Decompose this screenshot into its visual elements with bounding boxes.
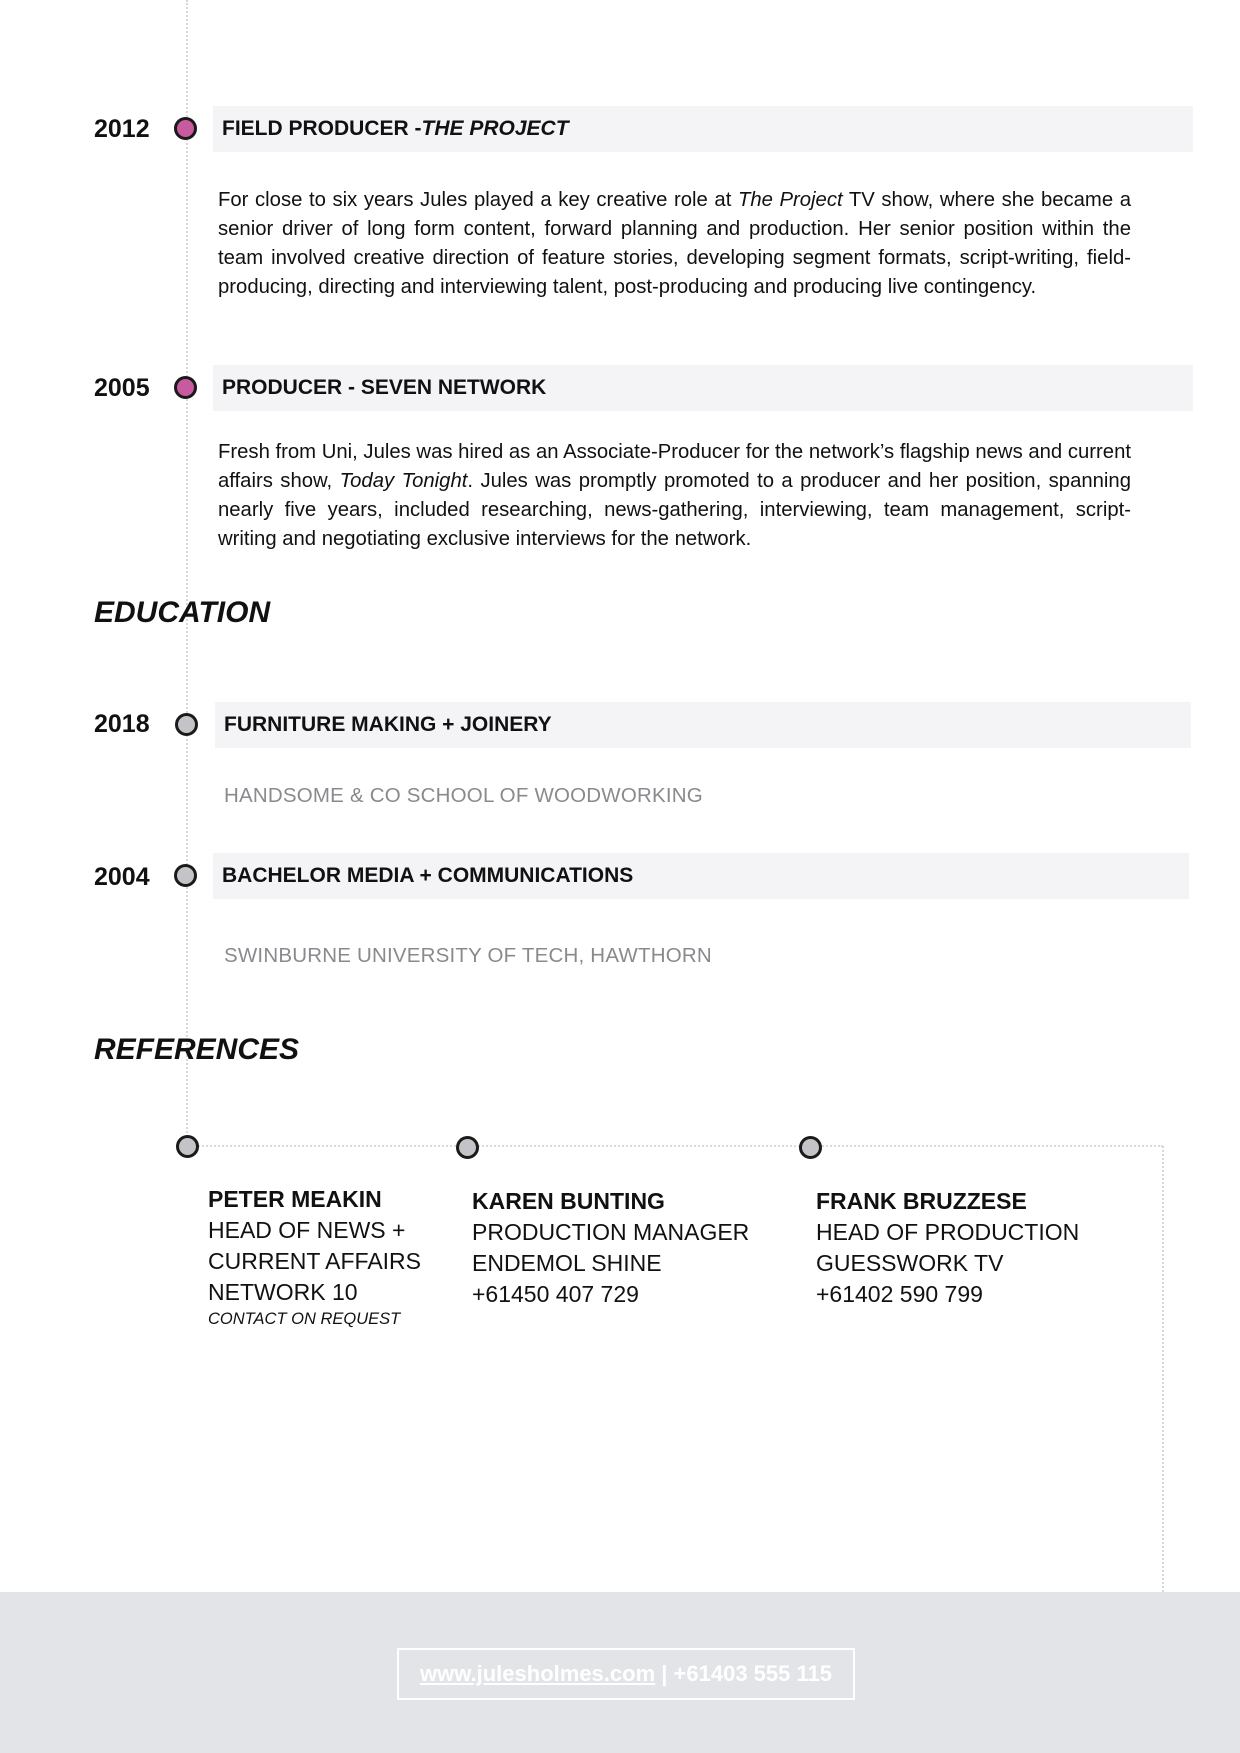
- education-title-bar: [213, 853, 1189, 899]
- timeline-line: [186, 0, 188, 1145]
- timeline-dot-icon: [174, 864, 197, 887]
- footer-separator: |: [655, 1661, 674, 1686]
- experience-title-bar: [213, 106, 1193, 152]
- references-heading: REFERENCES: [94, 1033, 300, 1066]
- footer-contact-box: [397, 1648, 855, 1700]
- reference-card: [208, 1184, 421, 1330]
- show-name: The Project: [737, 189, 843, 211]
- experience-title: FIELD PRODUCER -: [222, 117, 422, 140]
- reference-phone: +61450 407 729: [472, 1281, 639, 1307]
- education-year: 2004: [94, 863, 150, 891]
- reference-dot-icon: [456, 1136, 479, 1159]
- reference-role: PRODUCTION MANAGER: [472, 1219, 750, 1245]
- reference-name: FRANK BRUZZESE: [816, 1188, 1027, 1214]
- reference-name: KAREN BUNTING: [472, 1188, 665, 1214]
- timeline-dot-icon: [174, 376, 197, 399]
- reference-role: CURRENT AFFAIRS: [208, 1248, 421, 1274]
- reference-name: PETER MEAKIN: [208, 1186, 382, 1212]
- education-title-bar: [215, 702, 1191, 748]
- reference-company: GUESSWORK TV: [816, 1250, 1004, 1276]
- experience-year: 2005: [94, 374, 150, 402]
- reference-dot-icon: [799, 1136, 822, 1159]
- experience-year: 2012: [94, 115, 150, 143]
- reference-company: NETWORK 10: [208, 1279, 358, 1305]
- experience-title: PRODUCER - SEVEN NETWORK: [222, 376, 547, 399]
- timeline-dot-icon: [175, 713, 198, 736]
- education-title: BACHELOR MEDIA + COMMUNICATIONS: [222, 864, 634, 887]
- education-school: SWINBURNE UNIVERSITY OF TECH, HAWTHORN: [224, 944, 712, 967]
- education-heading: EDUCATION: [94, 596, 271, 629]
- experience-title-bar: [213, 365, 1193, 411]
- references-connector-line: [187, 1145, 1163, 1147]
- website-link[interactable]: www.julesholmes.com: [420, 1661, 656, 1686]
- footer-phone: +61403 555 115: [673, 1661, 832, 1686]
- reference-role: HEAD OF NEWS +: [208, 1217, 406, 1243]
- experience-title-emphasis: THE PROJECT: [421, 117, 569, 140]
- education-school: HANDSOME & CO SCHOOL OF WOODWORKING: [224, 784, 703, 807]
- reference-card: [472, 1186, 749, 1310]
- education-year: 2018: [94, 710, 150, 738]
- reference-phone: +61402 590 799: [816, 1281, 983, 1307]
- reference-company: ENDEMOL SHINE: [472, 1250, 662, 1276]
- experience-description: Fresh from Uni, Jules was hired as an Associate-Producer for the network’s flagship news and current affairs show, Today Tonight. Jules was promptly promoted to a producer and her position, spanning nearly five years, included researching, news-gathering, interviewing, team management, script-writing and negotiating exclusive interviews for the network.: [218, 441, 1131, 550]
- experience-description: For close to six years Jules played a key creative role at The Project TV show, where she became a senior driver of long form content, forward planning and production. Her senior position within the team involved creative direction of feature stories, developing segment formats, script-writing, field-producing, directing and interviewing talent, post-producing and producing live contingency.: [218, 189, 1131, 298]
- reference-card: [816, 1186, 1079, 1310]
- reference-note: CONTACT ON REQUEST: [208, 1310, 401, 1328]
- timeline-dot-icon: [174, 117, 197, 140]
- reference-role: HEAD OF PRODUCTION: [816, 1219, 1080, 1245]
- reference-dot-icon: [176, 1135, 199, 1158]
- education-title: FURNITURE MAKING + JOINERY: [224, 713, 552, 736]
- show-name: Today Tonight: [339, 470, 468, 492]
- timeline-line-right: [1162, 1146, 1164, 1592]
